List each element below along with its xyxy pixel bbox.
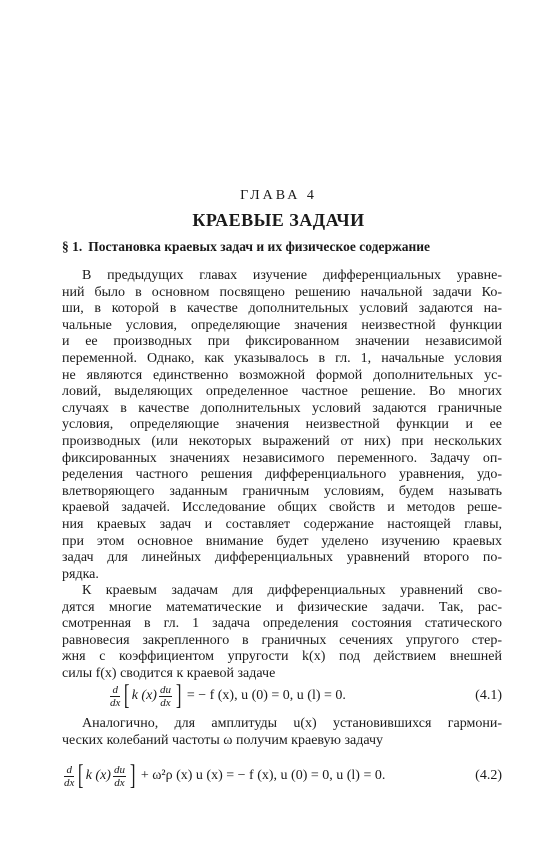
text-line: влетворяющего заданным граничным условиям, будем называть — [62, 483, 502, 499]
text-line: фиксированных значениях независимого переменного. Задачу оп- — [62, 450, 502, 466]
derivative-operator: $\frac{d}{dx}$ — [110, 683, 121, 709]
text-line: В предыдущих главах изучение дифференциальных уравне- — [82, 268, 502, 283]
equation-4-1 — [108, 682, 502, 710]
du-dx-fraction: $\frac{du}{dx}$ — [113, 763, 125, 789]
text-line: переменной. Однако, как указывалось в гл. 1, начальные условия — [62, 350, 502, 366]
equation-4-2 — [62, 762, 502, 790]
section-heading — [62, 239, 502, 255]
derivative-operator: $\frac{d}{dx}$ — [64, 763, 75, 789]
equation-number: (4.1) — [475, 688, 502, 703]
text-line: условия, определяющие значения неизвестной функции и ее — [62, 417, 502, 433]
equation-rhs: = − f (x), u (0) = 0, u (l) = 0. — [186, 688, 346, 704]
text-line: смотренная в гл. 1 задача определения состояния статического — [62, 616, 502, 632]
chapter-title: КРАЕВЫЕ ЗАДАЧИ — [192, 210, 365, 230]
equation-rhs: + ω²ρ (x) u (x) = − f (x), u (0) = 0, u (l) = 0. — [140, 768, 386, 784]
text-line: ределения частного решения дифференциального уравнения, удо- — [62, 467, 502, 483]
text-line: ния краевых задач и составляет содержание настоящей главы, — [62, 516, 502, 532]
coefficient-k: k (x) — [85, 768, 111, 784]
text-line: не являются единственно возможной формой дополнительных ус- — [62, 367, 502, 383]
bracket-close: ] — [129, 760, 136, 791]
text-line: при этом основное внимание будет уделено изучению краевых — [62, 533, 502, 549]
text-line: жня с коэффициентом упругости k(x) под действием внешней — [62, 649, 502, 665]
text-line: дятся многие математические и физические задачи. Так, рас- — [62, 599, 502, 615]
section-title: Постановка краевых задач и их физическое содержание — [88, 239, 431, 254]
text-line: равновесия закрепленного в граничных сечениях упругого стер- — [62, 632, 502, 648]
section-number: § 1. — [62, 239, 83, 254]
bracket-close: ] — [175, 680, 182, 711]
text-line: ний было в основном посвящено решению начальной задачи Ко- — [62, 284, 502, 300]
text-line: производных (или некоторых выражений от них) при нескольких — [62, 433, 502, 449]
paragraph-1 — [62, 268, 502, 583]
text-line: задач для линейных дифференциальных уравнений второго по- — [62, 550, 502, 566]
equation-number: (4.2) — [475, 768, 502, 783]
text-line: чальные условия, определяющие значения неизвестной функции — [62, 317, 502, 333]
text-line: К краевым задачам для дифференциальных уравнений сво- — [82, 583, 502, 598]
chapter-label: ГЛАВА 4 — [240, 188, 317, 203]
text-line: случаях в качестве дополнительных условий задаются граничные — [62, 400, 502, 416]
text-line: ловий, выделяющих определенное частное решение. Во многих — [62, 384, 502, 400]
du-dx-fraction: $\frac{du}{dx}$ — [159, 683, 171, 709]
bracket-open: [ — [78, 760, 84, 791]
text-line: ческих колебаний частоты ω получим краевую задачу — [62, 732, 384, 748]
text-line: краевой задачей. Исследование общих свойств и методов реше- — [62, 500, 502, 516]
paragraph-3 — [62, 716, 502, 749]
paragraph-2 — [62, 583, 502, 683]
coefficient-k: k (x) — [131, 688, 157, 704]
text-line: и ее производных при фиксированном значении независимой — [62, 334, 502, 350]
text-line: силы f(x) сводится к краевой задаче — [62, 665, 276, 681]
bracket-open: [ — [124, 680, 130, 711]
text-line: Аналогично, для амплитуды u(x) установившихся гармони- — [82, 716, 502, 731]
text-line: ши, в которой в качестве дополнительных условий задаются на- — [62, 301, 502, 317]
text-line: рядка. — [62, 566, 99, 582]
